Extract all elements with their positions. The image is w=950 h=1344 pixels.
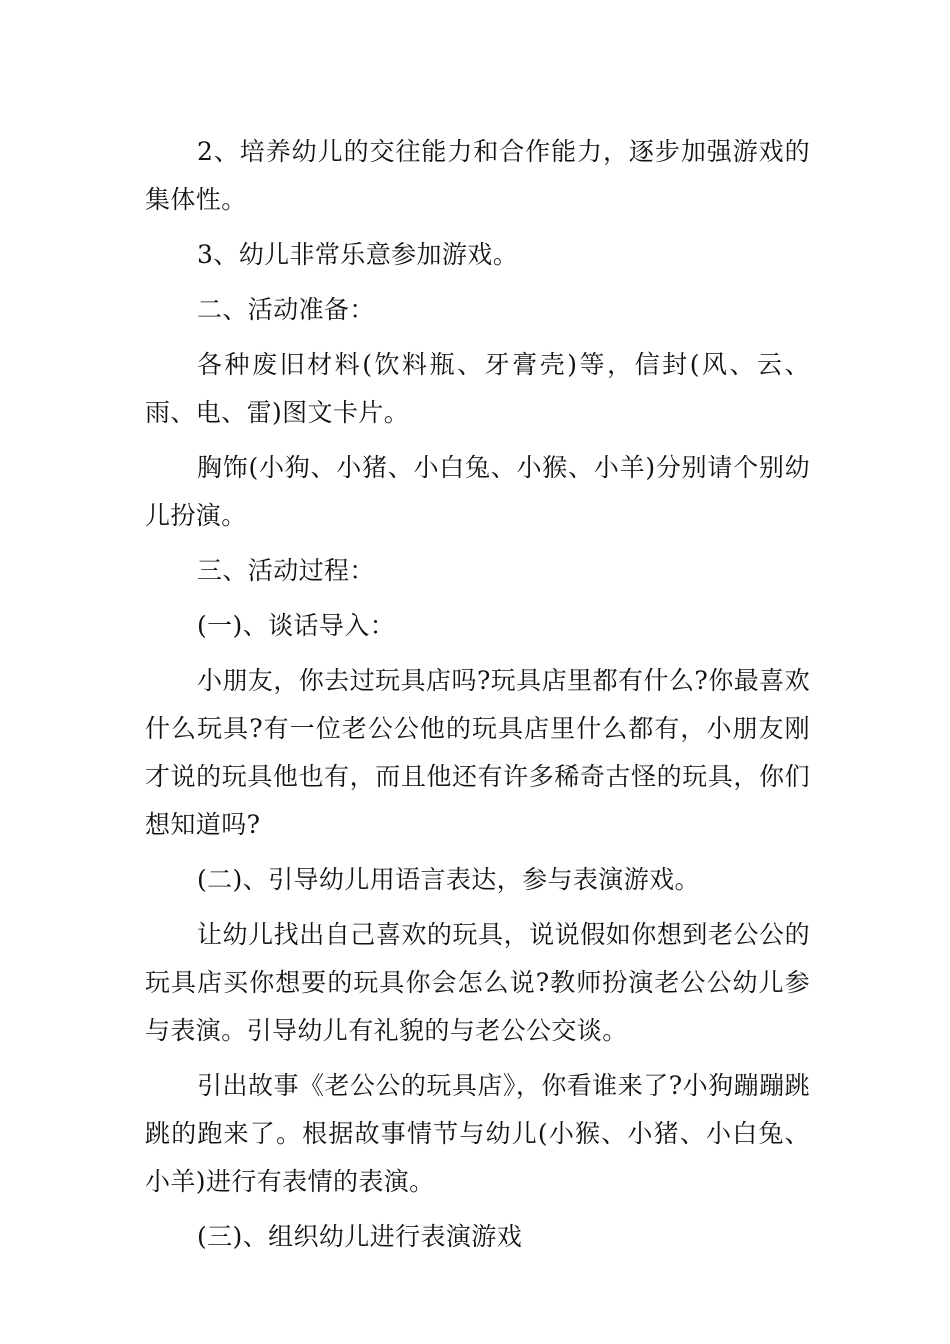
heading-process: 三、活动过程： xyxy=(197,556,375,585)
paragraph-guide: 让幼儿找出自己喜欢的玩具，说说假如你想到老公公的玩具店买你想要的玩具你会怎么说?教师扮演老公公幼儿参与表演。引导幼儿有礼貌的与老公公交谈。 xyxy=(145,920,810,1045)
paragraph-goal-3: 3、幼儿非常乐意参加游戏。 xyxy=(197,240,519,269)
paragraph-materials: 各种废旧材料(饮料瓶、牙膏壳)等，信封(风、云、雨、电、雷)图文卡片。 xyxy=(145,350,810,427)
subheading-intro: (一)、谈话导入： xyxy=(197,611,396,640)
document-body xyxy=(145,128,810,1268)
paragraph-intro: 小朋友，你去过玩具店吗?玩具店里都有什么?你最喜欢什么玩具?有一位老公公他的玩具店里什么都有，小朋友刚才说的玩具他也有，而且他还有许多稀奇古怪的玩具，你们想知道吗? xyxy=(145,666,810,839)
paragraph-story: 引出故事《老公公的玩具店》，你看谁来了?小狗蹦蹦跳跳的跑来了。根据故事情节与幼儿(小猴、小猪、小白兔、小羊)进行有表情的表演。 xyxy=(145,1071,810,1196)
paragraph-badges: 胸饰(小狗、小猪、小白兔、小猴、小羊)分别请个别幼儿扮演。 xyxy=(145,453,810,530)
paragraph-goal-2: 2、培养幼儿的交往能力和合作能力，逐步加强游戏的集体性。 xyxy=(145,137,810,214)
subheading-guide: (二)、引导幼儿用语言表达，参与表演游戏。 xyxy=(197,865,700,894)
heading-preparation: 二、活动准备： xyxy=(197,295,375,324)
subheading-perform: (三)、组织幼儿进行表演游戏 xyxy=(197,1222,523,1251)
